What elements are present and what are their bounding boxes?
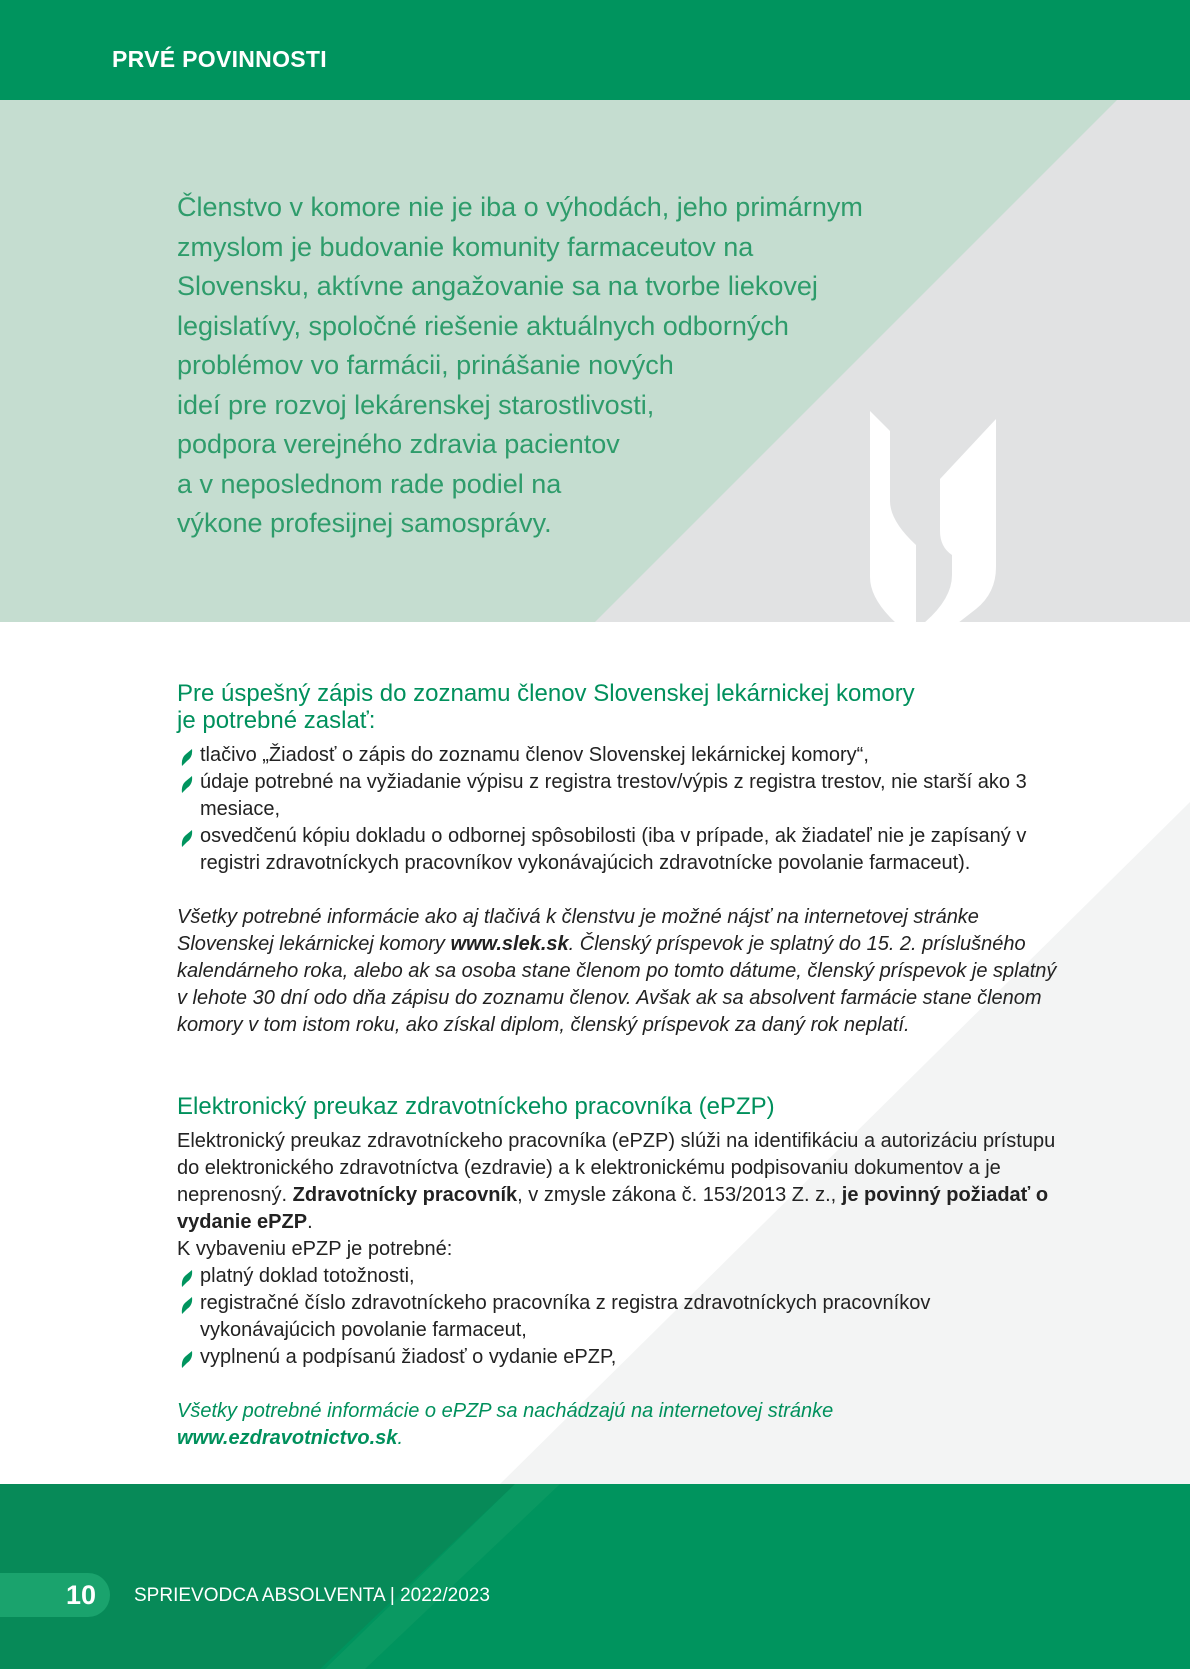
membership-requirements-list xyxy=(177,742,1057,877)
membership-section xyxy=(177,680,1057,1039)
intro-line: ideí pre rozvoj lekárenskej starostlivosti, xyxy=(177,389,655,420)
intro-line: legislatívy, spoločné riešenie aktuálnych odborných xyxy=(177,310,789,341)
membership-heading xyxy=(177,680,1057,734)
list-item xyxy=(177,1290,1057,1344)
page-header xyxy=(0,0,1190,100)
epzp-note-text: Všetky potrebné informácie o ePZP sa nachádzajú na internetovej stránke xyxy=(177,1400,834,1422)
epzp-note xyxy=(177,1398,1057,1452)
epzp-bold-text: je povinný požiadať o vydanie ePZP xyxy=(177,1184,1049,1233)
leaf-bullet-icon xyxy=(181,1270,193,1287)
epzp-requirements-intro: K vybaveniu ePZP je potrebné: xyxy=(177,1238,453,1260)
epzp-requirements-list xyxy=(177,1263,1057,1371)
page-footer xyxy=(0,1484,1190,1669)
list-item-text: vyplnenú a podpísanú žiadosť o vydanie ePZP, xyxy=(200,1346,617,1368)
footer-background xyxy=(0,1484,1190,1669)
list-item xyxy=(177,742,1057,769)
list-item xyxy=(177,769,1057,823)
membership-note xyxy=(177,904,1057,1039)
list-item xyxy=(177,1344,1057,1371)
intro-line: zmyslom je budovanie komunity farmaceutov na xyxy=(177,231,754,262)
list-item-text: registračné číslo zdravotníckeho pracovníka z registra zdravotníckych pracovníkov vykonávajúcich povolanie farmaceut, xyxy=(200,1292,931,1341)
membership-heading-line: je potrebné zaslať: xyxy=(177,707,376,734)
intro-line: Členstvo v komore nie je iba o výhodách, jeho primárnym xyxy=(177,192,863,222)
epzp-description xyxy=(177,1128,1057,1263)
leaf-bullet-icon xyxy=(181,776,193,793)
intro-line: problémov vo farmácii, prinášanie nových xyxy=(177,350,674,380)
epzp-bold-text: Zdravotnícky pracovník xyxy=(292,1184,518,1206)
list-item-text: platný doklad totožnosti, xyxy=(200,1265,415,1287)
epzp-description-text: , v zmysle zákona č. 153/2013 Z. z., xyxy=(517,1184,842,1206)
membership-heading-line: Pre úspešný zápis do zoznamu členov Slovenskej lekárnickej komory xyxy=(177,680,915,707)
epzp-description-text: . xyxy=(307,1211,313,1233)
intro-line: Slovensku, aktívne angažovanie sa na tvorbe liekovej xyxy=(177,271,818,301)
page-number: 10 xyxy=(66,1580,97,1610)
list-item-text: tlačivo „Žiadosť o zápis do zoznamu členov Slovenskej lekárnickej komory“, xyxy=(200,744,869,766)
leaf-bullet-icon xyxy=(181,830,193,847)
slek-website-link[interactable]: www.slek.sk xyxy=(450,933,569,955)
leaf-bullet-icon xyxy=(181,1297,193,1314)
epzp-note-text: . xyxy=(397,1427,403,1449)
publication-title: SPRIEVODCA ABSOLVENTA | 2022/2023 xyxy=(134,1585,490,1606)
section-title: PRVÉ POVINNOSTI xyxy=(112,46,327,72)
intro-line: výkone profesijnej samosprávy. xyxy=(177,508,552,538)
chamber-logo-icon xyxy=(868,409,1004,622)
intro-line: podpora verejného zdravia pacientov xyxy=(177,429,620,459)
list-item-text: osvedčenú kópiu dokladu o odbornej spôsobilosti (iba v prípade, ak žiadateľ nie je zapísaný v registri zdravotníckych pracovníkov vykonávajúcich zdravotnícke povolanie farmaceut). xyxy=(200,825,1027,874)
intro-quote xyxy=(177,188,877,544)
membership-note-text: . Členský príspevok je splatný do 15. 2. príslušného kalendárneho roka, alebo ak sa osoba stane členom po tomto dátume, členský príspevok je splatný v lehote 30 dní odo dňa zápisu do zoznamu členov. Avšak ak sa absolvent farmácie stane členom komory v tom istom roku, ako získal diplom, členský príspevok za daný rok neplatí. xyxy=(177,933,1057,1036)
list-item xyxy=(177,1263,1057,1290)
epzp-heading: Elektronický preukaz zdravotníckeho pracovníka (ePZP) xyxy=(177,1093,775,1120)
list-item-text: údaje potrebné na vyžiadanie výpisu z registra trestov/výpis z registra trestov, nie starší ako 3 mesiace, xyxy=(200,771,1027,820)
leaf-bullet-icon xyxy=(181,1351,193,1368)
ezdravotnictvo-website-link[interactable]: www.ezdravotnictvo.sk xyxy=(177,1427,398,1449)
intro-band xyxy=(0,100,1190,622)
list-item xyxy=(177,823,1057,877)
intro-line: a v neposlednom rade podiel na xyxy=(177,468,562,499)
epzp-description-text: Elektronický preukaz zdravotníckeho pracovníka (ePZP) slúži na identifikáciu a autorizáciu prístupu do elektronického zdravotníctva (ezdravie) a k elektronickému podpisovaniu dokumentov a je neprenosný. xyxy=(177,1130,1056,1206)
epzp-section xyxy=(177,1093,1057,1452)
membership-note-text: Všetky potrebné informácie ako aj tlačivá k členstvu je možné nájsť na internetovej stránke Slovenskej lekárnickej komory xyxy=(177,906,979,955)
leaf-bullet-icon xyxy=(181,749,193,766)
